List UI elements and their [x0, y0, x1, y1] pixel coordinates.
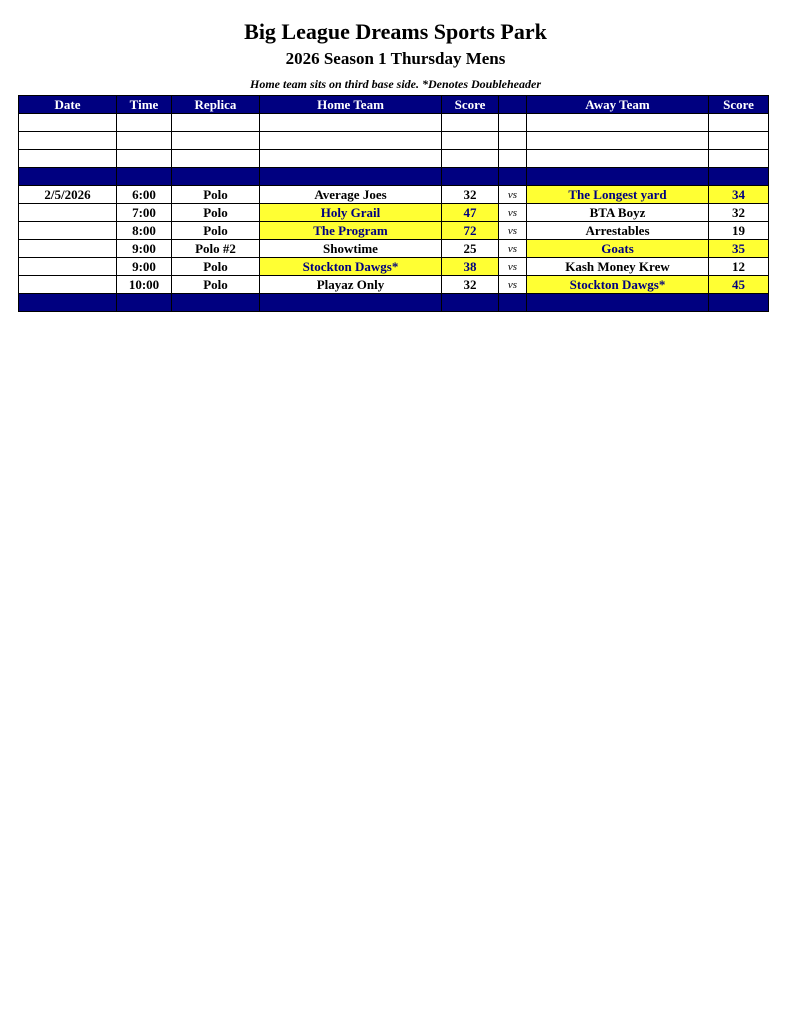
game-date: [19, 222, 117, 240]
home-team: Holy Grail: [260, 204, 442, 222]
game-date: [19, 258, 117, 276]
column-header-home-score: Score: [442, 96, 499, 114]
column-header-time: Time: [117, 96, 172, 114]
schedule-table: [18, 95, 769, 312]
game-time: 9:00: [117, 258, 172, 276]
empty-row: [19, 132, 769, 150]
column-header-date: Date: [19, 96, 117, 114]
vs-label: vs: [499, 204, 527, 222]
vs-label: vs: [499, 258, 527, 276]
game-field: Polo: [172, 186, 260, 204]
game-time: 6:00: [117, 186, 172, 204]
game-field: Polo: [172, 222, 260, 240]
home-team: The Program: [260, 222, 442, 240]
column-header-home-team: Home Team: [260, 96, 442, 114]
away-score: 35: [709, 240, 769, 258]
away-team: The Longest yard: [527, 186, 709, 204]
home-score: 32: [442, 186, 499, 204]
game-row: [19, 222, 769, 240]
game-row: [19, 204, 769, 222]
empty-row: [19, 114, 769, 132]
empty-row: [19, 150, 769, 168]
away-score: 34: [709, 186, 769, 204]
away-team: Kash Money Krew: [527, 258, 709, 276]
away-team: Stockton Dawgs*: [527, 276, 709, 294]
away-team: BTA Boyz: [527, 204, 709, 222]
home-team: Stockton Dawgs*: [260, 258, 442, 276]
game-date: [19, 204, 117, 222]
schedule-note: Home team sits on third base side. *Denotes Doubleheader: [250, 77, 541, 91]
home-score: 72: [442, 222, 499, 240]
vs-label: vs: [499, 222, 527, 240]
away-score: 19: [709, 222, 769, 240]
home-team: Average Joes: [260, 186, 442, 204]
page-subtitle: 2026 Season 1 Thursday Mens: [285, 49, 506, 68]
game-time: 7:00: [117, 204, 172, 222]
column-header-away-score: Score: [709, 96, 769, 114]
footer-band: [19, 294, 769, 312]
game-row: [19, 276, 769, 294]
away-score: 45: [709, 276, 769, 294]
away-score: 12: [709, 258, 769, 276]
separator-band: [19, 168, 769, 186]
column-header-away-team: Away Team: [527, 96, 709, 114]
vs-label: vs: [499, 240, 527, 258]
game-row: [19, 240, 769, 258]
home-score: 25: [442, 240, 499, 258]
home-score: 38: [442, 258, 499, 276]
game-field: Polo: [172, 204, 260, 222]
header-row: [19, 96, 769, 114]
home-score: 32: [442, 276, 499, 294]
game-date: [19, 240, 117, 258]
game-field: Polo: [172, 276, 260, 294]
page-title: Big League Dreams Sports Park: [244, 19, 547, 44]
column-header-vs: [499, 96, 527, 114]
game-row: [19, 258, 769, 276]
game-time: 10:00: [117, 276, 172, 294]
game-field: Polo #2: [172, 240, 260, 258]
vs-label: vs: [499, 186, 527, 204]
away-team: Goats: [527, 240, 709, 258]
home-score: 47: [442, 204, 499, 222]
game-time: 9:00: [117, 240, 172, 258]
home-team: Showtime: [260, 240, 442, 258]
vs-label: vs: [499, 276, 527, 294]
game-date: 2/5/2026: [19, 186, 117, 204]
game-date: [19, 276, 117, 294]
game-row: [19, 186, 769, 204]
column-header-replica: Replica: [172, 96, 260, 114]
home-team: Playaz Only: [260, 276, 442, 294]
away-team: Arrestables: [527, 222, 709, 240]
away-score: 32: [709, 204, 769, 222]
game-field: Polo: [172, 258, 260, 276]
game-time: 8:00: [117, 222, 172, 240]
